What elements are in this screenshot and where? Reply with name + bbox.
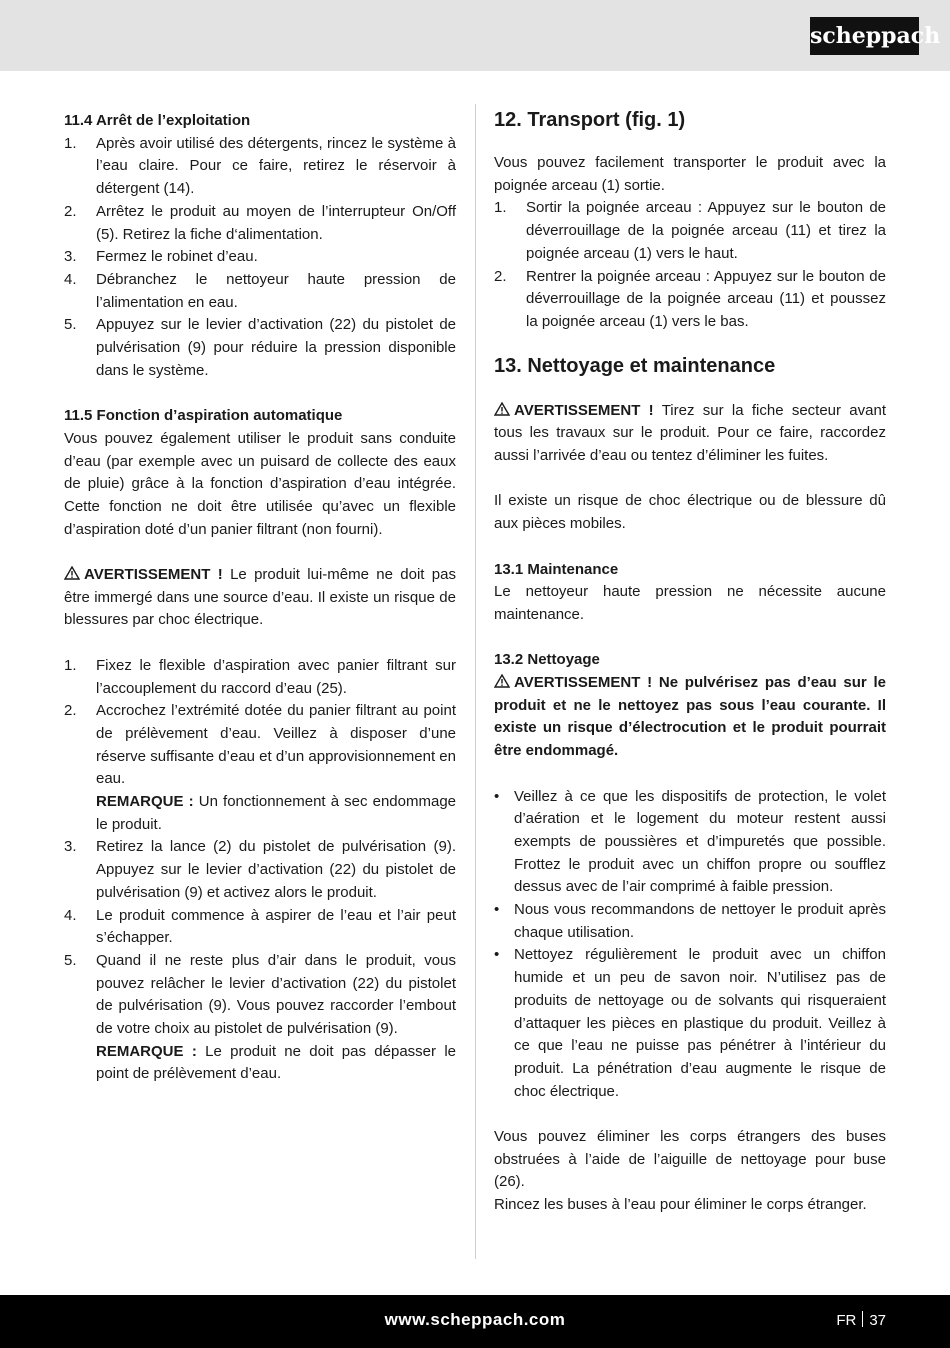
list-item: 5. Appuyez sur le levier d’activation (22) du pistolet de pulvérisation (9) pour réduire la pression disponible dans le système.: [64, 316, 456, 379]
list-item: 2. Rentrer la poignée arceau : Appuyez sur le bouton de déverrouillage de la poignée arceau (11) et poussez la poignée arceau (1) vers le bas.: [494, 267, 886, 330]
website-link[interactable]: www.scheppach.com: [384, 1310, 566, 1329]
list-item: 5. Quand il ne reste plus d’air dans le produit, vous pouvez relâcher le levier d’activation (22) du pistolet de pulvérisation (9). Vous pouvez raccorder l’embout de votre choix au pistolet de pulvérisation (9). REMARQUE : Le produit ne doit pas dépasser le point de prélèvement d’eau.: [64, 951, 456, 1083]
note-label: REMARQUE :: [96, 1042, 197, 1060]
warning-text: Le produit lui-même ne doit pas être immergé dans une source d’eau. Il existe un risque de blessures par choc électrique.: [64, 566, 456, 629]
list-item: 3. Fermez le robinet d’eau.: [64, 248, 258, 266]
scheppach-logo: scheppach: [810, 17, 919, 55]
nozzle-text: Vous pouvez éliminer les corps étrangers des buses obstruées à l’aide de l’aiguille de nettoyage pour buse (26).: [494, 1128, 886, 1191]
section-11-5-list: [64, 655, 456, 1086]
cleaning-bullets: [494, 786, 886, 1104]
section-13-title: 13. Nettoyage et maintenance: [494, 354, 776, 377]
section-13-1-title: 13.1 Maintenance: [494, 560, 619, 578]
warning-paragraph-bold: [494, 672, 886, 763]
right-column: [494, 106, 886, 1217]
column-divider: [475, 104, 476, 1259]
warning-label: AVERTISSEMENT !: [84, 566, 223, 584]
warning-triangle-icon: [494, 402, 510, 416]
warning-paragraph: [64, 564, 456, 632]
rinse-text: Rincez les buses à l’eau pour éliminer le corps étranger.: [494, 1196, 867, 1214]
list-item: 1. Fixez le flexible d’aspiration avec panier filtrant sur l’accouplement du raccord d’eau (25).: [64, 656, 456, 697]
section-13-2-title: 13.2 Nettoyage: [494, 651, 600, 669]
note-label: REMARQUE :: [96, 793, 194, 811]
list-item: • Nous vous recommandons de nettoyer le produit après chaque utilisation.: [494, 901, 886, 941]
section-12-title: 12. Transport (fig. 1): [494, 109, 686, 131]
list-item: 2. Arrêtez le produit au moyen de l’interrupteur On/Off (5). Retirez la fiche d‘alimentation.: [64, 202, 456, 243]
section-11-5-text: Vous pouvez également utiliser le produit sans conduite d’eau (par exemple avec un puisard de collecte des eaux de pluie) grâce à la fonction d’aspiration d’eau intégrée. Cette fonction ne doit être utilisée qu’avec un flexible d’aspiration doté d’un panier filtrant (non fourni).: [64, 429, 456, 538]
list-item: • Veillez à ce que les dispositifs de protection, le volet d’aération et le logement du moteur restent aussi exempts de poussières et d’impuretés que possible. Frottez le produit avec un chiffon propre ou soufflez dessus avec de l’air comprimé à faible pression.: [494, 787, 886, 896]
list-item: 3. Retirez la lance (2) du pistolet de pulvérisation (9). Appuyez sur le levier d’activation (22) du pistolet de pulvérisation (9) et activez alors le produit.: [64, 838, 456, 901]
list-item: 4. Le produit commence à aspirer de l’eau et l’air peut s’échapper.: [64, 906, 456, 947]
list-item: • Nettoyez régulièrement le produit avec un chiffon humide et un peu de savon noir. N’utilisez pas de produits de nettoyage ou de solvants qui risqueraient d’attaquer les pièces en plastique du produit. Veillez à ce que l’eau ne puisse pas pénétrer à l’intérieur du produit. La pénétration d’eau augmente le risque de choc électrique.: [494, 946, 886, 1100]
warning-label: AVERTISSEMENT !: [514, 401, 654, 419]
warning-text: AVERTISSEMENT ! Ne pulvérisez pas d’eau sur le produit et ne le nettoyez pas sous l’eau courante. Il existe un risque d’électrocution et le produit pourrait être endommagé.: [494, 674, 886, 760]
section-12-list: [494, 197, 886, 333]
list-item: 2. Accrochez l’extrémité dotée du panier filtrant au point de prélèvement d’eau. Veillez à disposer d’une réserve suffisante d’eau et d’un approvisionnement en eau. REMARQUE : Un fonctionnement à sec endommage le produit.: [64, 702, 457, 833]
page-number: FR 37: [836, 1312, 886, 1329]
section-13-1-text: Le nettoyeur haute pression ne nécessite aucune maintenance.: [494, 583, 886, 623]
left-column: [64, 110, 456, 1086]
section-11-4-title: 11.4 Arrêt de l’exploitation: [64, 112, 251, 129]
section-11-5-title: 11.5 Fonction d’aspiration automatique: [64, 407, 343, 425]
warning-paragraph: [494, 400, 886, 468]
warning-triangle-icon: [64, 566, 80, 580]
warning-text: Tirez sur la fiche secteur avant tous les travaux sur le produit. Pour ce faire, raccordez aussi l’arrivée d’eau ou tentez d’éliminer les fuites.: [494, 401, 886, 465]
page-header: [0, 0, 950, 71]
list-item: 4. Débranchez le nettoyeur haute pression de l’alimentation en eau.: [64, 270, 456, 311]
section-11-4-list: [64, 133, 456, 383]
risk-text: Il existe un risque de choc électrique ou de blessure dû aux pièces mobiles.: [494, 492, 886, 533]
warning-triangle-icon: [494, 674, 510, 688]
page-footer: [0, 1295, 950, 1348]
section-12-text: Vous pouvez facilement transporter le produit avec la poignée arceau (1) sortie.: [494, 154, 886, 194]
list-item: 1. Sortir la poignée arceau : Appuyez sur le bouton de déverrouillage de la poignée arceau (11) et tirez la poignée arceau (1) vers le haut.: [494, 199, 886, 262]
list-item: 1. Après avoir utilisé des détergents, rincez le système à l’eau claire. Pour ce faire, retirez le réservoir à détergent (14).: [64, 134, 456, 198]
